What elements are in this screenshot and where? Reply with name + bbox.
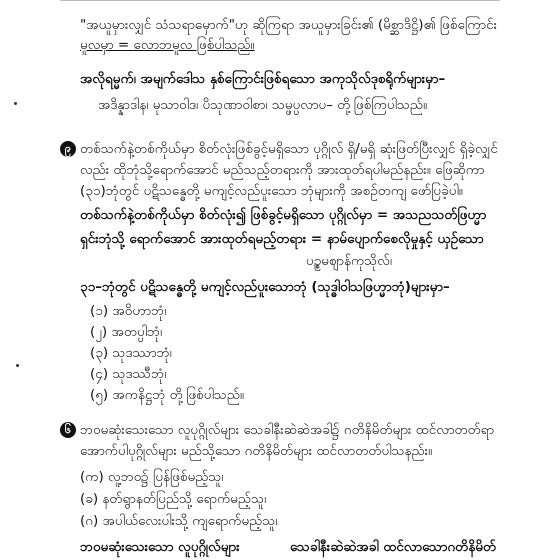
- section2-line-4: တစ်သက်နဲ့တစ်ကိုယ်မှာ စိတ်လုံး၍ ဖြစ်ခွင့်မရှိသော ပုဂ္ဂိုလ်မှာ = အသညသတ်ဖြဟ္မာ: [80, 207, 487, 223]
- list-item: (၁) အဝိဟာဘုံ၊: [90, 303, 167, 319]
- question-number-badge: ၉: [60, 141, 76, 157]
- page-top-edge: [60, 0, 500, 5]
- margin-dot: [14, 102, 17, 105]
- list-item: (က) လူ့ဘဝ၌ ပြန်ဖြစ်မည့်သူ၊: [80, 469, 224, 485]
- margin-dot: [16, 364, 19, 367]
- section2-line-5: ရှင်းဘုံသို့ ရောက်အောင် အားထုတ်ရမည့်တရား = နာမ်ပျောက်စေလိုမှုနှင့် ယှဉ်သော: [80, 231, 484, 247]
- intro-line-3: အလိုရမ္မက်၊ အမျက်ဒေါသ နှစ်ကြောင်းဖြစ်ရသော အကုသိုလ်ဒုစရိုက်များမှာ–: [80, 71, 446, 87]
- section2-line-3: (၃၁)ဘုံတွင် ပဋိသန္ဓေတို့ မကျင့်လည်ပူးသော ဘုံများကို အစဉ်တကျ ဖော်ပြခဲ့ပါ။: [80, 183, 463, 199]
- list-item: (၂) အတပ္ပါဘုံ၊: [90, 324, 163, 340]
- section3-line-3: ဘဝမဆုံးသေးသော လူပုဂ္ဂိုလ်များ: [80, 539, 240, 555]
- question-number-badge: ၆: [60, 422, 76, 438]
- section2-line-2: လည်း ထိုဘုံသို့ရောက်အောင် မည်သည့်တရားကို အားထုတ်ရပါမည်နည်း။ ဖြေဆိုကာ: [80, 162, 485, 178]
- section3-line-1: ဘဝမဆုံးသေးသော လူပုဂ္ဂိုလ်များ သေခါနီးဆဲဆဲအခါ၌ ဂတိနိမိတ်များ ထင်လာတတ်ရာ: [80, 422, 495, 438]
- list-item: (၄) သုဒဿီဘုံ၊: [90, 366, 167, 382]
- list-item: (၅) အကနိဋ္ဌဘုံ တို့ဖြစ်ပါသည်။: [90, 387, 244, 403]
- section3-line-3b: သေခါနီးဆဲဆဲအခါ ထင်လာသောဂတိနိမိတ်: [290, 539, 497, 555]
- section2-line-6: ပဥ္စမဈာန်ကုသိုလ်၊: [306, 253, 392, 269]
- intro-line-4: အဒိန္နာဒါန၊ မုသာဝါဒ၊ ပိသုဏာဝါစာ၊ သမ္ဖပ္ပလာပ– တို့ဖြစ်ကြပါသည်။: [98, 97, 428, 113]
- section2-line-7: ၃၁–ဘုံတွင် ပဋိသန္ဓေတို့ မကျင့်လည်ပူးသောဘုံ (သုဒ္ဓါဝါသဖြဟ္မာဘုံ)များမှာ–: [80, 279, 450, 295]
- section2-line-1: တစ်သက်နဲ့တစ်ကိုယ်မှာ စိတ်လုံးဖြစ်ခွင့်မရှိသော ပုဂ္ဂိုလ် ရှိ/မရှိ ဆုံးဖြတ်ပြီးလျှင် ရှိခဲ့လျှင်: [80, 141, 498, 157]
- list-item: (၃) သုဒဿာဘုံ၊: [90, 345, 172, 361]
- section3-line-2: အောက်ပါပုဂ္ဂိုလ်များ မည်သို့သော ဂတိနိမိတ်များ ထင်လာတတ်ပါသနည်း။: [80, 443, 433, 459]
- intro-line-1: "အယူမှားလျှင် သံသရာမှောက်"ဟု ဆိုကြရာ အယူမှားခြင်း၏ (မိစ္ဆာဒိဋ္ဌိ)၏ ဖြစ်ကြောင်း: [80, 17, 498, 33]
- list-item: (ခ) နတ်ရွာနတ်ပြည်သို့ ရောက်မည့်သူ၊: [80, 491, 267, 507]
- intro-line-2: မူလမှာ = လောဘမူလ ဖြစ်ပါသည်။: [80, 37, 255, 53]
- list-item: (ဂ) အပါယ်လေးပါးသို့ ကျရောက်မည့်သူ၊: [80, 513, 278, 529]
